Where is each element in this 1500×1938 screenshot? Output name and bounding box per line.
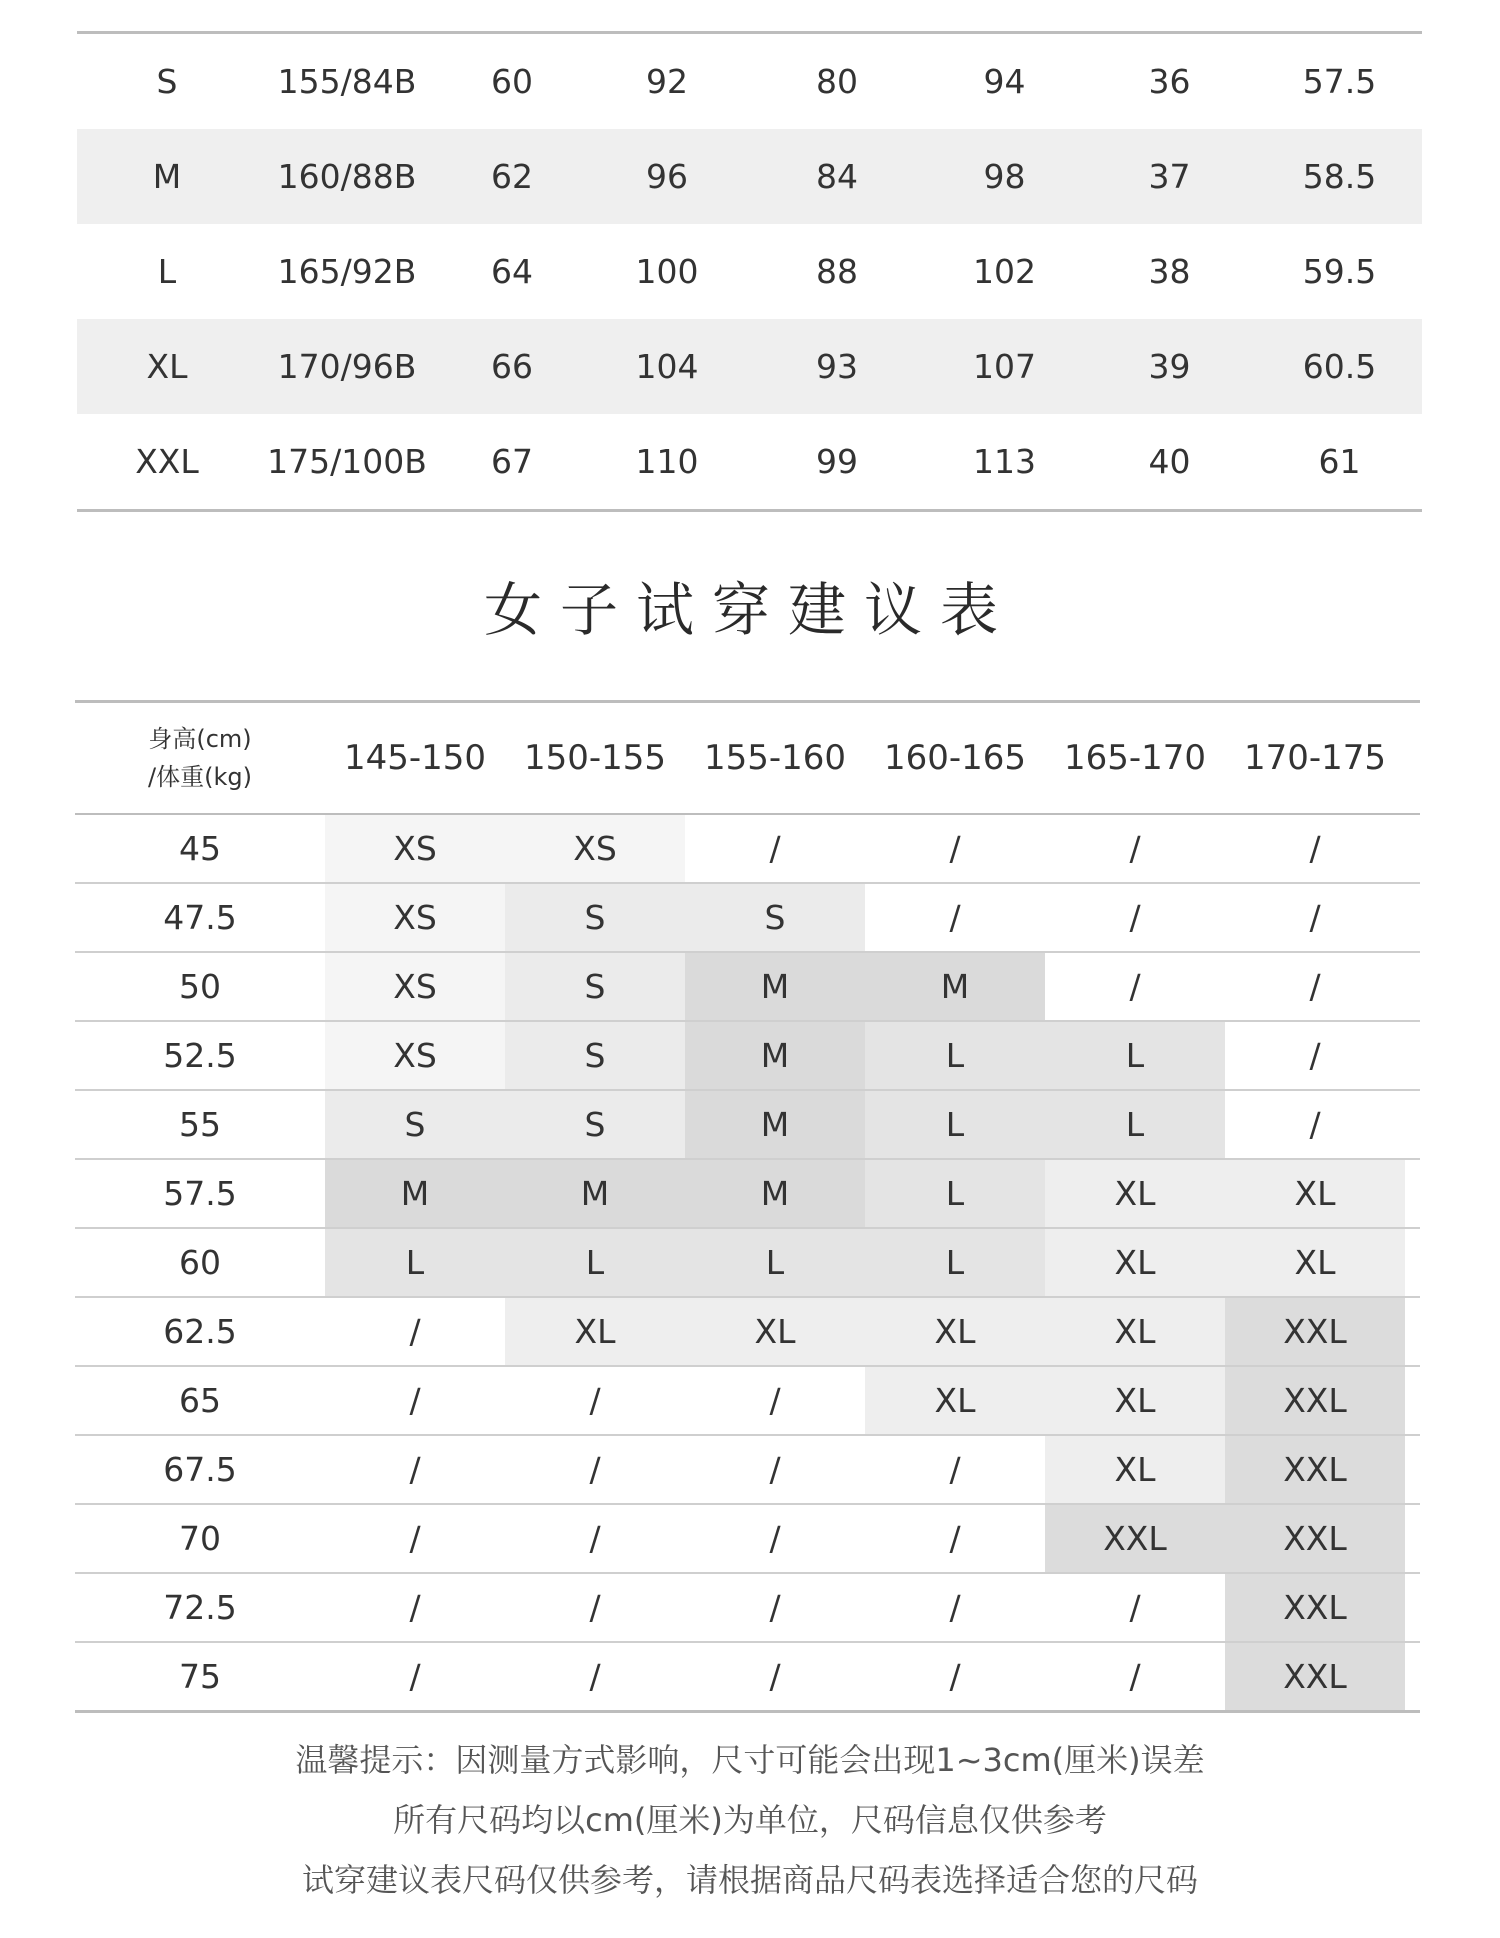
fit-table-row bbox=[75, 1505, 1420, 1574]
corner-label-weight: /体重(kg) bbox=[148, 763, 252, 791]
fit-table-header bbox=[75, 703, 1420, 815]
size-table-cell: L bbox=[157, 252, 177, 291]
fit-size-cell: / bbox=[1309, 898, 1321, 937]
size-table-cell: 107 bbox=[973, 347, 1036, 386]
fit-size-cell: / bbox=[1129, 1657, 1141, 1696]
fit-size-cell: / bbox=[949, 1588, 961, 1627]
size-table-cell: 60 bbox=[491, 62, 533, 101]
fit-size-cell: / bbox=[949, 898, 961, 937]
fit-size-cell: XL bbox=[1045, 1367, 1225, 1434]
fit-size-cell: / bbox=[769, 1381, 781, 1420]
size-table-cell: S bbox=[156, 62, 178, 101]
fit-size-cell: XS bbox=[325, 884, 505, 951]
size-table-cell: 40 bbox=[1148, 442, 1191, 481]
size-table-cell: 60.5 bbox=[1302, 347, 1377, 386]
fit-table-row bbox=[75, 1436, 1420, 1505]
height-header: 145-150 bbox=[343, 738, 487, 778]
fit-size-cell: XL bbox=[1225, 1229, 1405, 1296]
size-table-cell: 84 bbox=[816, 157, 858, 196]
fit-size-cell: XL bbox=[865, 1298, 1045, 1365]
size-table-row bbox=[77, 414, 1422, 512]
fit-size-cell: L bbox=[1045, 1091, 1225, 1158]
fit-size-cell: XXL bbox=[1225, 1643, 1405, 1710]
fit-size-cell: / bbox=[589, 1657, 601, 1696]
fit-size-cell: L bbox=[865, 1091, 1045, 1158]
fit-size-cell: L bbox=[865, 1229, 1045, 1296]
size-table-cell: 99 bbox=[816, 442, 858, 481]
fit-size-cell: XL bbox=[1225, 1160, 1405, 1227]
size-table-cell: 61 bbox=[1318, 442, 1361, 481]
size-table-row bbox=[77, 224, 1422, 319]
size-table-cell: 59.5 bbox=[1302, 252, 1377, 291]
fit-table-row bbox=[75, 815, 1420, 884]
fit-size-cell: / bbox=[409, 1657, 421, 1696]
size-table-row bbox=[77, 129, 1422, 224]
size-table-cell: 80 bbox=[816, 62, 858, 101]
fit-table-row bbox=[75, 1643, 1420, 1713]
fit-size-cell: / bbox=[1309, 967, 1321, 1006]
size-table-row bbox=[77, 34, 1422, 129]
fit-size-cell: XL bbox=[505, 1298, 685, 1365]
fit-size-cell: M bbox=[685, 1091, 865, 1158]
note-line: 试穿建议表尺码仅供参考，请根据商品尺码表选择适合您的尺码 bbox=[301, 1861, 1198, 1899]
fit-size-cell: L bbox=[505, 1229, 685, 1296]
weight-cell: 65 bbox=[179, 1381, 221, 1420]
fit-size-cell: / bbox=[409, 1588, 421, 1627]
fit-size-cell: / bbox=[589, 1519, 601, 1558]
weight-cell: 57.5 bbox=[163, 1174, 237, 1213]
fit-size-cell: XS bbox=[325, 953, 505, 1020]
size-table-row bbox=[77, 319, 1422, 414]
size-table-cell: 37 bbox=[1148, 157, 1191, 196]
fit-size-cell: / bbox=[589, 1588, 601, 1627]
size-table-cell: 57.5 bbox=[1302, 62, 1377, 101]
size-table-cell: 39 bbox=[1148, 347, 1191, 386]
fit-size-cell: XXL bbox=[1225, 1298, 1405, 1365]
weight-cell: 67.5 bbox=[163, 1450, 237, 1489]
fit-size-cell: / bbox=[409, 1312, 421, 1351]
fit-size-cell: / bbox=[409, 1450, 421, 1489]
fit-advice-title: 女子试穿建议表 bbox=[483, 576, 1016, 644]
weight-cell: 50 bbox=[179, 967, 221, 1006]
size-table-cell: 98 bbox=[983, 157, 1026, 196]
fit-size-cell: S bbox=[685, 884, 865, 951]
weight-cell: 47.5 bbox=[163, 898, 237, 937]
weight-cell: 75 bbox=[179, 1657, 221, 1696]
weight-cell: 45 bbox=[179, 829, 221, 868]
notes bbox=[0, 1730, 1500, 1910]
height-header: 160-165 bbox=[883, 738, 1027, 778]
fit-size-cell: M bbox=[685, 1160, 865, 1227]
fit-size-cell: XL bbox=[1045, 1436, 1225, 1503]
fit-size-cell: / bbox=[769, 1450, 781, 1489]
fit-size-cell: / bbox=[1129, 967, 1141, 1006]
fit-size-cell: L bbox=[685, 1229, 865, 1296]
size-table bbox=[77, 0, 1422, 512]
weight-cell: 72.5 bbox=[163, 1588, 237, 1627]
size-table-cell: 113 bbox=[973, 442, 1036, 481]
fit-size-cell: XL bbox=[1045, 1160, 1225, 1227]
fit-size-cell: / bbox=[949, 1450, 961, 1489]
fit-table-row bbox=[75, 1229, 1420, 1298]
size-table-cell: 88 bbox=[816, 252, 858, 291]
fit-size-cell: XS bbox=[325, 815, 505, 882]
note-line: 温馨提示：因测量方式影响，尺寸可能会出现1~3cm(厘米)误差 bbox=[295, 1741, 1205, 1779]
size-table-cell: 160/88B bbox=[277, 157, 417, 196]
fit-size-cell: XXL bbox=[1225, 1574, 1405, 1641]
size-table-cell: 170/96B bbox=[277, 347, 417, 386]
fit-size-cell: L bbox=[1045, 1022, 1225, 1089]
fit-table-row bbox=[75, 1160, 1420, 1229]
fit-size-cell: XXL bbox=[1225, 1505, 1405, 1572]
fit-size-cell: S bbox=[505, 953, 685, 1020]
size-table-cell: 110 bbox=[635, 442, 699, 481]
fit-size-cell: / bbox=[949, 1657, 961, 1696]
fit-size-cell: XXL bbox=[1045, 1505, 1225, 1572]
size-table-cell: XL bbox=[146, 347, 188, 386]
corner-label-height: 身高(cm) bbox=[148, 725, 252, 753]
fit-size-cell: / bbox=[949, 829, 961, 868]
fit-size-cell: M bbox=[505, 1160, 685, 1227]
fit-size-cell: XL bbox=[1045, 1298, 1225, 1365]
fit-size-cell: L bbox=[325, 1229, 505, 1296]
fit-size-cell: S bbox=[505, 1022, 685, 1089]
size-table-cell: 62 bbox=[491, 157, 533, 196]
size-table-cell: 93 bbox=[816, 347, 858, 386]
weight-cell: 55 bbox=[179, 1105, 221, 1144]
fit-size-cell: L bbox=[865, 1160, 1045, 1227]
size-table-cell: 175/100B bbox=[267, 442, 427, 481]
fit-size-cell: / bbox=[589, 1381, 601, 1420]
size-table-cell: 94 bbox=[983, 62, 1026, 101]
corner-label bbox=[75, 720, 325, 796]
fit-size-cell: / bbox=[769, 1657, 781, 1696]
fit-size-cell: M bbox=[685, 953, 865, 1020]
fit-size-cell: / bbox=[409, 1381, 421, 1420]
fit-size-cell: XL bbox=[1045, 1229, 1225, 1296]
size-table-cell: 165/92B bbox=[277, 252, 417, 291]
height-header: 150-155 bbox=[523, 738, 667, 778]
fit-table-row bbox=[75, 1574, 1420, 1643]
size-table-cell: 58.5 bbox=[1302, 157, 1377, 196]
fit-size-cell: / bbox=[949, 1519, 961, 1558]
fit-size-cell: / bbox=[769, 1588, 781, 1627]
size-table-header-edge bbox=[77, 0, 1422, 34]
fit-size-cell: M bbox=[865, 953, 1045, 1020]
weight-cell: 62.5 bbox=[163, 1312, 237, 1351]
fit-advice-table bbox=[75, 700, 1420, 1713]
fit-size-cell: / bbox=[769, 1519, 781, 1558]
size-table-cell: 36 bbox=[1148, 62, 1191, 101]
weight-cell: 60 bbox=[179, 1243, 221, 1282]
fit-size-cell: / bbox=[1129, 829, 1141, 868]
size-table-cell: 64 bbox=[491, 252, 533, 291]
fit-size-cell: / bbox=[589, 1450, 601, 1489]
fit-size-cell: XL bbox=[865, 1367, 1045, 1434]
fit-table-row bbox=[75, 1367, 1420, 1436]
size-table-cell: 66 bbox=[491, 347, 533, 386]
fit-size-cell: XL bbox=[685, 1298, 865, 1365]
size-table-cell: 92 bbox=[646, 62, 688, 101]
fit-size-cell: / bbox=[409, 1519, 421, 1558]
fit-size-cell: S bbox=[505, 884, 685, 951]
fit-size-cell: L bbox=[865, 1022, 1045, 1089]
fit-table-row bbox=[75, 1091, 1420, 1160]
fit-size-cell: M bbox=[685, 1022, 865, 1089]
fit-table-row bbox=[75, 1298, 1420, 1367]
fit-size-cell: S bbox=[505, 1091, 685, 1158]
weight-cell: 52.5 bbox=[163, 1036, 237, 1075]
size-table-cell: 155/84B bbox=[277, 62, 417, 101]
fit-size-cell: XXL bbox=[1225, 1367, 1405, 1434]
size-table-cell: M bbox=[152, 157, 182, 196]
note-line: 所有尺码均以cm(厘米)为单位，尺码信息仅供参考 bbox=[393, 1801, 1107, 1839]
size-table-cell: 67 bbox=[491, 442, 533, 481]
height-header: 155-160 bbox=[703, 738, 847, 778]
fit-size-cell: / bbox=[769, 829, 781, 868]
fit-size-cell: XS bbox=[325, 1022, 505, 1089]
fit-size-cell: / bbox=[1129, 1588, 1141, 1627]
size-table-cell: 102 bbox=[973, 252, 1036, 291]
fit-size-cell: / bbox=[1309, 829, 1321, 868]
fit-size-cell: M bbox=[325, 1160, 505, 1227]
size-table-cell: 100 bbox=[635, 252, 699, 291]
fit-table-row bbox=[75, 953, 1420, 1022]
size-table-cell: 96 bbox=[646, 157, 688, 196]
fit-size-cell: / bbox=[1129, 898, 1141, 937]
fit-table-row bbox=[75, 1022, 1420, 1091]
fit-size-cell: S bbox=[325, 1091, 505, 1158]
fit-table-row bbox=[75, 884, 1420, 953]
weight-cell: 70 bbox=[179, 1519, 221, 1558]
size-table-cell: 38 bbox=[1148, 252, 1191, 291]
fit-size-cell: / bbox=[1309, 1105, 1321, 1144]
fit-size-cell: XXL bbox=[1225, 1436, 1405, 1503]
size-table-cell: 104 bbox=[635, 347, 699, 386]
fit-size-cell: / bbox=[1309, 1036, 1321, 1075]
size-table-cell: XXL bbox=[135, 442, 199, 481]
height-header: 165-170 bbox=[1063, 738, 1207, 778]
fit-size-cell: XS bbox=[505, 815, 685, 882]
height-header: 170-175 bbox=[1243, 738, 1387, 778]
